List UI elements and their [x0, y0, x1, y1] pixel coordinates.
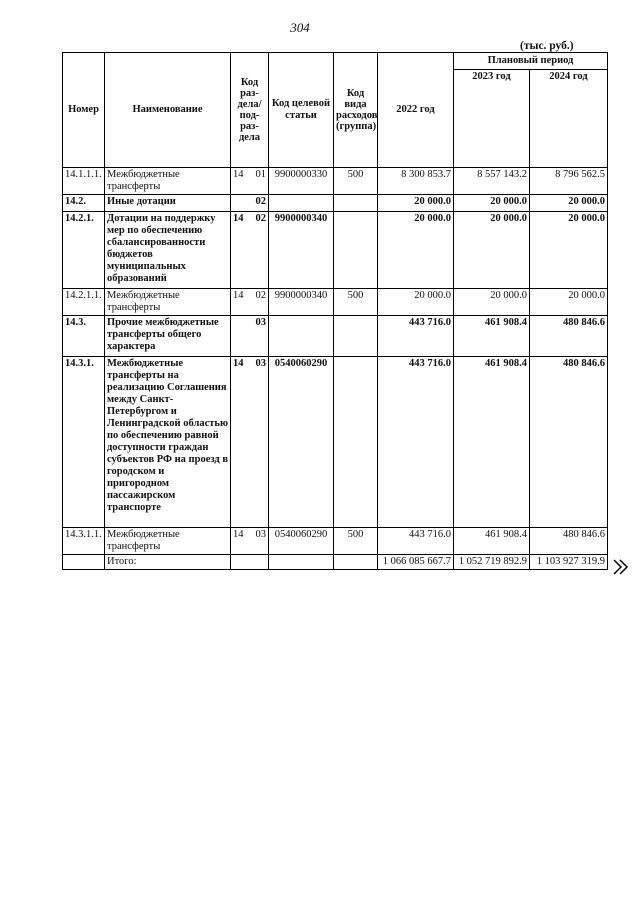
row-section-code: [231, 289, 269, 316]
row-target-code: [269, 316, 334, 357]
row-amount-2022: 20 000.0: [378, 289, 454, 316]
total-2022: 1 066 085 667.7: [378, 555, 454, 570]
table-row: [63, 195, 608, 212]
row-subsection: 02: [255, 213, 266, 224]
row-number: 14.3.1.: [63, 357, 105, 528]
row-name: Прочие межбюджетные трансферты общего характера: [105, 316, 231, 357]
row-section: 14: [233, 169, 244, 180]
row-target-code: 0540060290: [269, 357, 334, 528]
table-row: [63, 528, 608, 555]
table-row: [63, 168, 608, 195]
row-section-code: [231, 195, 269, 212]
row-amount-2024: 20 000.0: [530, 212, 608, 289]
row-number: 14.3.: [63, 316, 105, 357]
row-expense-code: 500: [334, 168, 378, 195]
budget-table: [62, 52, 608, 570]
row-target-code: 9900000330: [269, 168, 334, 195]
row-subsection: 03: [255, 358, 266, 369]
row-amount-2024: 480 846.6: [530, 528, 608, 555]
total-num: [63, 555, 105, 570]
row-amount-2023: 461 908.4: [454, 316, 530, 357]
row-subsection: 02: [255, 290, 266, 301]
row-section: 14: [233, 529, 244, 540]
row-amount-2022: 8 300 853.7: [378, 168, 454, 195]
row-target-code: 9900000340: [269, 289, 334, 316]
row-section: 14: [233, 290, 244, 301]
header-2022: 2022 год: [378, 53, 454, 168]
row-expense-code: 500: [334, 528, 378, 555]
row-section-code: [231, 168, 269, 195]
units-label: (тыс. руб.): [520, 40, 574, 52]
row-amount-2023: 20 000.0: [454, 195, 530, 212]
header-2024: 2024 год: [530, 70, 608, 168]
row-amount-2022: 443 716.0: [378, 316, 454, 357]
row-section: 14: [233, 213, 244, 224]
row-amount-2023: 461 908.4: [454, 528, 530, 555]
row-amount-2023: 20 000.0: [454, 212, 530, 289]
row-expense-code: 500: [334, 289, 378, 316]
row-number: 14.1.1.1.: [63, 168, 105, 195]
row-name: Межбюджетные трансферты: [105, 168, 231, 195]
row-expense-code: [334, 212, 378, 289]
header-planned-period: Плановый период: [454, 53, 608, 70]
row-amount-2022: 20 000.0: [378, 195, 454, 212]
row-amount-2024: 480 846.6: [530, 357, 608, 528]
continue-arrow-icon: [611, 557, 631, 577]
row-name: Межбюджетные трансферты: [105, 289, 231, 316]
row-section-code: [231, 528, 269, 555]
row-amount-2024: 480 846.6: [530, 316, 608, 357]
row-amount-2024: 20 000.0: [530, 289, 608, 316]
row-amount-2022: 443 716.0: [378, 528, 454, 555]
row-expense-code: [334, 316, 378, 357]
table-row: [63, 316, 608, 357]
header-number: Номер: [63, 53, 105, 168]
row-section-code: [231, 357, 269, 528]
table-row: [63, 212, 608, 289]
page-number: 304: [290, 20, 310, 35]
row-section-code: [231, 316, 269, 357]
total-row: [63, 555, 608, 570]
row-name: Дотации на поддержку мер по обеспечению сбалансированности бюджетов муниципальных образований: [105, 212, 231, 289]
total-2023: 1 052 719 892.9: [454, 555, 530, 570]
row-section-code: [231, 212, 269, 289]
row-amount-2024: 20 000.0: [530, 195, 608, 212]
table-row: [63, 289, 608, 316]
row-section: 14: [233, 358, 244, 369]
row-number: 14.2.: [63, 195, 105, 212]
row-amount-2022: 20 000.0: [378, 212, 454, 289]
row-amount-2023: 8 557 143.2: [454, 168, 530, 195]
row-amount-2023: 461 908.4: [454, 357, 530, 528]
header-section-code: Код раз-дела/ под-раз-дела: [231, 53, 269, 168]
row-target-code: 0540060290: [269, 528, 334, 555]
row-number: 14.2.1.: [63, 212, 105, 289]
header-expense-code: Код вида расходов (группа): [334, 53, 378, 168]
row-amount-2024: 8 796 562.5: [530, 168, 608, 195]
row-subsection: 03: [255, 529, 266, 540]
row-amount-2023: 20 000.0: [454, 289, 530, 316]
row-name: Межбюджетные трансферты на реализацию Соглашения между Санкт-Петербургом и Ленинградской областью по обеспечению равной доступности граждан субъектов РФ на проезд в городском и пригородном пассажирском транспорте: [105, 357, 231, 528]
table-row: [63, 357, 608, 528]
row-name: Иные дотации: [105, 195, 231, 212]
row-target-code: 9900000340: [269, 212, 334, 289]
row-amount-2022: 443 716.0: [378, 357, 454, 528]
header-target-code: Код целевой статьи: [269, 53, 334, 168]
row-number: 14.2.1.1.: [63, 289, 105, 316]
total-label: Итого:: [105, 555, 231, 570]
row-expense-code: [334, 357, 378, 528]
row-number: 14.3.1.1.: [63, 528, 105, 555]
header-row: [63, 53, 608, 70]
table-body: [63, 168, 608, 555]
total-2024: 1 103 927 319.9: [530, 555, 608, 570]
row-name: Межбюджетные трансферты: [105, 528, 231, 555]
row-subsection: 02: [255, 196, 266, 207]
total-expense: [334, 555, 378, 570]
row-expense-code: [334, 195, 378, 212]
row-subsection: 03: [255, 317, 266, 328]
row-target-code: [269, 195, 334, 212]
row-subsection: 01: [255, 169, 266, 180]
header-name: Наименование: [105, 53, 231, 168]
total-sec: [231, 555, 269, 570]
total-target: [269, 555, 334, 570]
header-2023: 2023 год: [454, 70, 530, 168]
